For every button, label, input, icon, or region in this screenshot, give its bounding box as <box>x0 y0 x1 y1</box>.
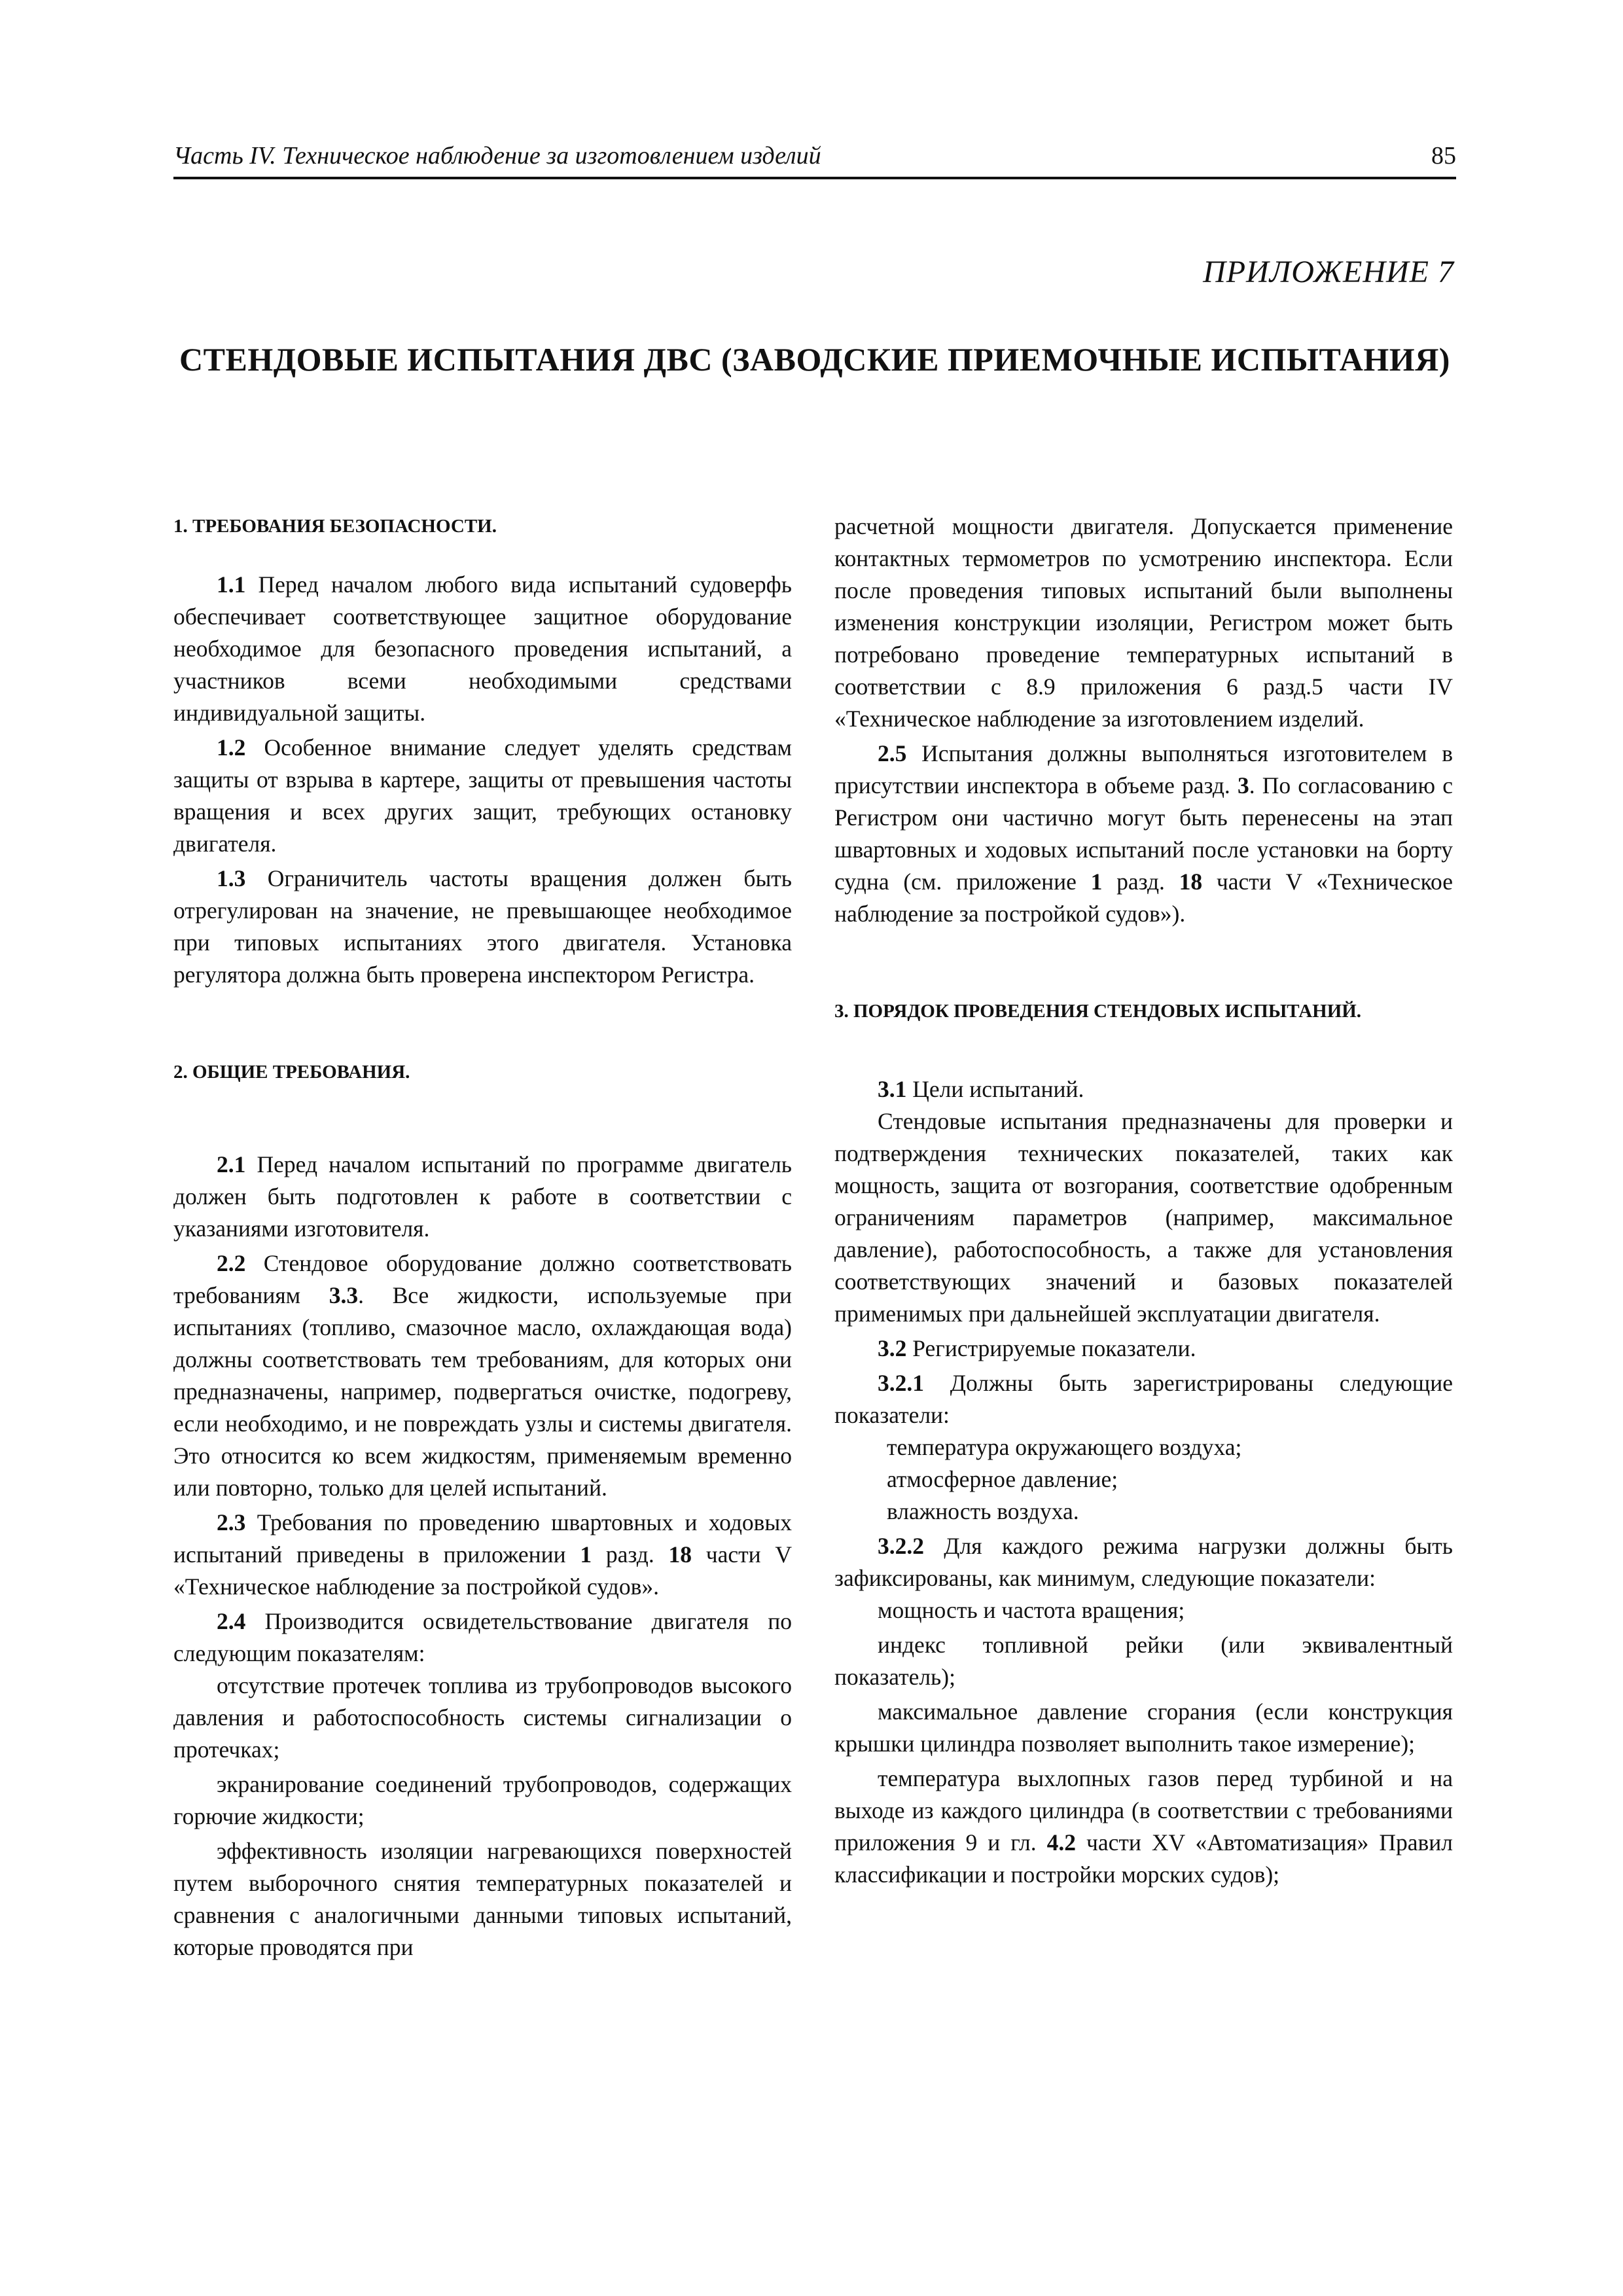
cross-reference: 18 <box>668 1541 692 1568</box>
paragraph-text: Ограничитель частоты вращения должен быть отрегулирован на значение, не превышающее необходимое при типовых испытаниях этого двигателя. Установка регулятора должна быть проверена инспектором Регистра. <box>173 865 792 988</box>
list-item: температура окружающего воздуха; <box>887 1434 1242 1460</box>
clause-number: 3.2.1 <box>878 1370 924 1396</box>
paragraph-2-1 <box>173 1149 792 1245</box>
paragraph-text: части V «Техническое наблюдение за постройкой судов». <box>173 1541 792 1600</box>
paragraph-text: части V «Техническое наблюдение за постройкой судов»). <box>834 869 1453 927</box>
clause-number: 3.2.2 <box>878 1533 924 1559</box>
clause-number: 2.2 <box>217 1250 246 1276</box>
paragraph-3-2 <box>834 1333 1453 1365</box>
right-column <box>834 511 1453 1891</box>
clause-number: 3.1 <box>878 1076 907 1102</box>
list-item: атмосферное давление; <box>887 1466 1118 1492</box>
clause-number: 2.4 <box>217 1608 246 1634</box>
section-2-title: 2. ОБЩИЕ ТРЕБОВАНИЯ. <box>173 1062 410 1083</box>
appendix-label: ПРИЛОЖЕНИЕ 7 <box>1203 255 1454 289</box>
paragraph-text: Перед началом испытаний по программе двигатель должен быть подготовлен к работе в соответствии с указаниями изготовителя. <box>173 1151 792 1242</box>
paragraph-text: разд. <box>1102 869 1179 895</box>
running-title: Часть IV. Техническое наблюдение за изготовлением изделий <box>173 142 821 170</box>
paragraph-1-3 <box>173 863 792 991</box>
list-item: влажность воздуха. <box>887 1498 1079 1524</box>
paragraph-1-2 <box>173 732 792 860</box>
left-column <box>173 511 792 1964</box>
list-item: отсутствие протечек топлива из трубопроводов высокого давления и работоспособность системы сигнализации о протечках; <box>173 1672 792 1763</box>
paragraph-text: Регистрируемые показатели. <box>906 1335 1196 1361</box>
paragraph-2-4 <box>173 1605 792 1670</box>
paragraph-2-5 <box>834 738 1453 930</box>
section-1-title: 1. ТРЕБОВАНИЯ БЕЗОПАСНОСТИ. <box>173 516 497 537</box>
paragraph-text: разд. <box>592 1541 669 1568</box>
cross-reference: 1 <box>1090 869 1103 895</box>
paragraph-text: Стендовое оборудование должно соответствовать требованиям <box>173 1250 792 1308</box>
clause-number: 1.2 <box>217 734 246 761</box>
list-item: экранирование соединений трубопроводов, содержащих горючие жидкости; <box>173 1771 792 1829</box>
cross-reference: 4.2 <box>1046 1829 1076 1856</box>
paragraph-text: Испытания должны выполняться изготовителем в присутствии инспектора в объеме разд. <box>834 740 1453 798</box>
clause-number: 1.3 <box>217 865 246 891</box>
paragraph-3-2-1 <box>834 1367 1453 1431</box>
paragraph-text: Перед началом любого вида испытаний судоверфь обеспечивает соответствующее защитное оборудование необходимое для безопасного проведения испытаний, а участников всеми необходимыми средствами индивидуальной защиты. <box>173 571 792 726</box>
cross-reference: 3.3 <box>329 1282 359 1308</box>
clause-number: 2.1 <box>217 1151 246 1177</box>
cross-reference: 1 <box>580 1541 592 1568</box>
paragraph-text: части XV «Автоматизация» Правил классификации и постройки морских судов); <box>834 1829 1453 1888</box>
section-3-title: 3. ПОРЯДОК ПРОВЕДЕНИЯ СТЕНДОВЫХ ИСПЫТАНИЙ. <box>834 1001 1362 1022</box>
clause-number: 2.5 <box>878 740 907 766</box>
cross-reference: 3 <box>1237 772 1249 798</box>
paragraph-text: . Все жидкости, используемые при испытаниях (топливо, смазочное масло, охлаждающая вода) должны соответствовать тем требованиям, для которых они предназначены, например, подвергаться очистке, подогреву, если необходимо, и не повреждать узлы и системы двигателя. Это относится ко всем жидкостям, применяемым временно или повторно, только для целей испытаний. <box>173 1282 792 1501</box>
continued-paragraph: расчетной мощности двигателя. Допускается применение контактных термометров по усмотрению инспектора. Если после проведения типовых испытаний были выполнены изменения конструкции изоляции, Регистром может быть потребовано проведение температурных испытаний в соответствии с 8.9 приложения 6 разд.5 части IV «Техническое наблюдение за изготовлением изделий. <box>834 513 1453 732</box>
document-title: СТЕНДОВЫЕ ИСПЫТАНИЯ ДВС (ЗАВОДСКИЕ ПРИЕМОЧНЫЕ ИСПЫТАНИЯ) <box>179 341 1450 378</box>
list-item: мощность и частота вращения; <box>878 1597 1185 1623</box>
clause-number: 3.2 <box>878 1335 907 1361</box>
paragraph-2-2 <box>173 1247 792 1504</box>
paragraph-3-2-2 <box>834 1530 1453 1594</box>
paragraph-text: Должны быть зарегистрированы следующие показатели: <box>834 1370 1453 1428</box>
page-number: 85 <box>1431 142 1456 170</box>
paragraph-text: Требования по проведению швартовных и ходовых испытаний приведены в приложении <box>173 1509 792 1568</box>
list-item: индекс топливной рейки (или эквивалентный показатель); <box>834 1632 1453 1690</box>
running-header <box>173 143 1456 179</box>
paragraph-text: Цели испытаний. <box>906 1076 1084 1102</box>
paragraph-1-1 <box>173 569 792 729</box>
clause-number: 2.3 <box>217 1509 246 1535</box>
paragraph-3-1 <box>834 1073 1453 1105</box>
cross-reference: 18 <box>1179 869 1203 895</box>
paragraph-2-3 <box>173 1507 792 1603</box>
list-item: максимальное давление сгорания (если конструкция крышки цилиндра позволяет выполнить такое измерение); <box>834 1698 1453 1757</box>
paragraph-text: температура выхлопных газов перед турбиной и на выходе из каждого цилиндра (в соответствии с требованиями приложения 9 и гл. <box>834 1765 1453 1856</box>
paragraph-text: Производится освидетельствование двигателя по следующим показателям: <box>173 1608 792 1666</box>
paragraph-text: . По согласованию с Регистром они частично могут быть перенесены на этап швартовных и ходовых испытаний после установки на борту судна (см. приложение <box>834 772 1453 895</box>
list-item <box>834 1763 1453 1891</box>
clause-number: 1.1 <box>217 571 246 598</box>
list-item: эффективность изоляции нагревающихся поверхностей путем выборочного снятия температурных показателей и сравнения с аналогичными данными типовых испытаний, которые проводятся при <box>173 1838 792 1960</box>
paragraph-3-1-text: Стендовые испытания предназначены для проверки и подтверждения технических показателей, таких как мощность, защита от возгорания, соответствие одобренным ограничениям параметров (например, максимальное давление), работоспособность, а также для установления соответствующих значений и базовых показателей применимых при дальнейшей эксплуатации двигателя. <box>834 1108 1453 1327</box>
paragraph-text: Особенное внимание следует уделять средствам защиты от взрыва в картере, защиты от превышения частоты вращения и всех других защит, требующих остановку двигателя. <box>173 734 792 857</box>
paragraph-text: Для каждого режима нагрузки должны быть зафиксированы, как минимум, следующие показатели: <box>834 1533 1453 1591</box>
